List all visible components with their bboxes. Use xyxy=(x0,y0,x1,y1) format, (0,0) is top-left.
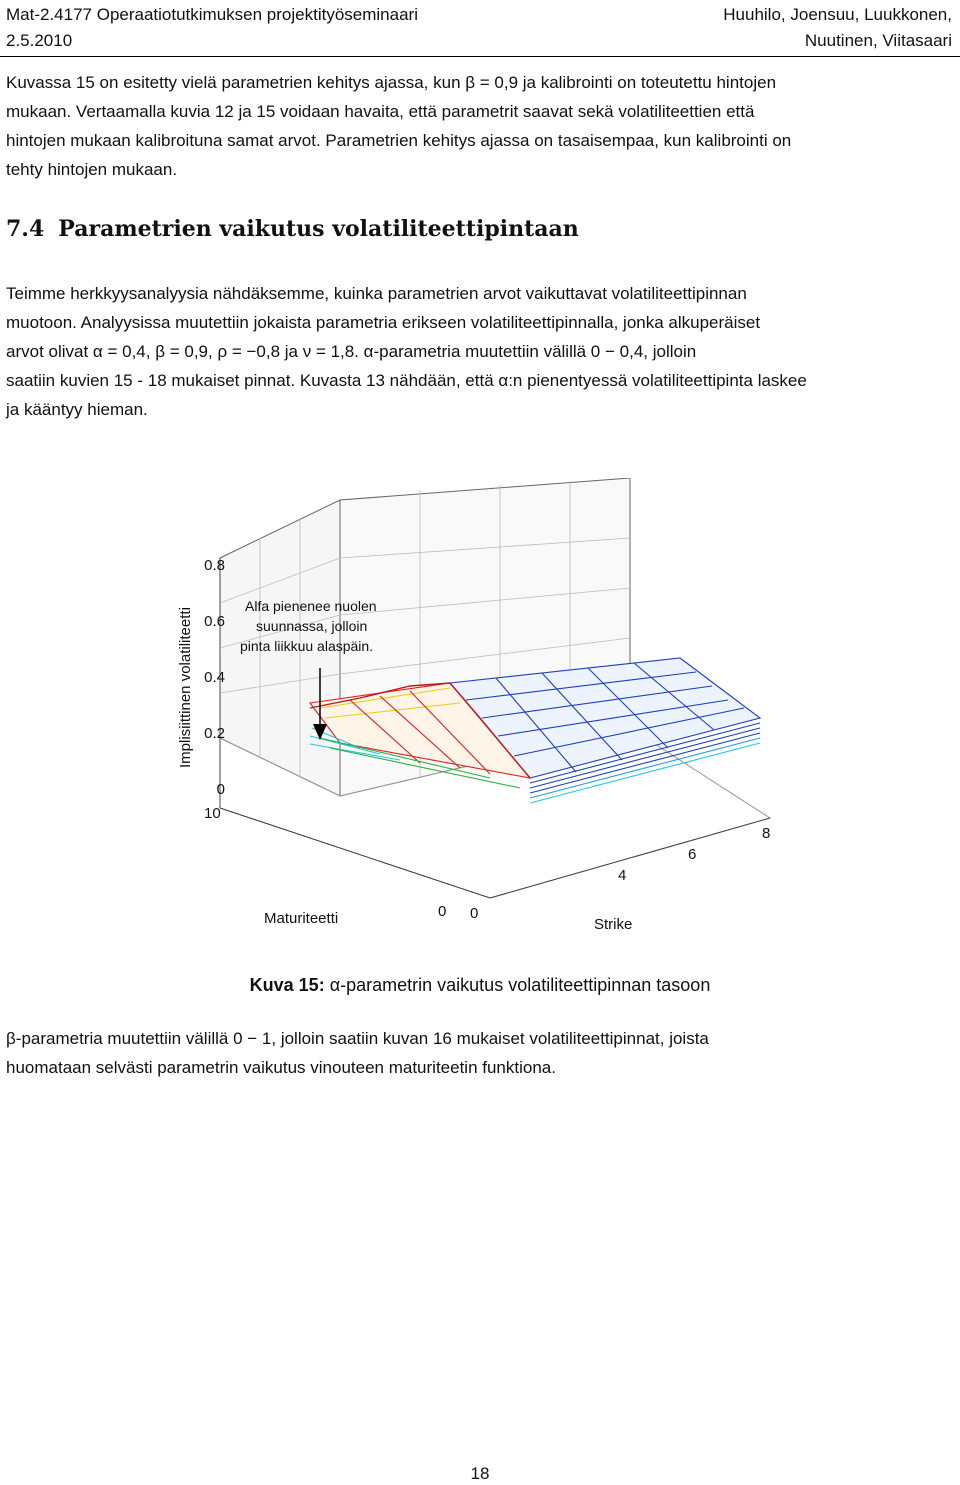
x-axis-label: Maturiteetti xyxy=(264,910,339,927)
paragraph-intro xyxy=(6,68,954,184)
z-tick-label: 0.6 xyxy=(204,613,225,630)
caption-text: α-parametrin vaikutus volatiliteettipinnan tasoon xyxy=(329,975,711,995)
section-number: 7.4 xyxy=(6,216,45,242)
z-axis-label: Implisiittinen volatiliteetti xyxy=(177,607,194,768)
paragraph-beta xyxy=(6,1024,954,1082)
text-line: tehty hintojen mukaan. xyxy=(6,160,178,179)
text-line: hintojen mukaan kalibroituna samat arvot. Parametrien kehitys ajassa on tasaisempaa, kun kalibrointi on xyxy=(6,131,792,150)
authors-line-1: Huuhilo, Joensuu, Luukkonen, xyxy=(723,5,952,24)
text-line: saatiin kuvien 15 - 18 mukaiset pinnat. Kuvasta 13 nähdään, että α:n pienentyessä volatiliteettipinta laskee xyxy=(6,371,807,390)
text-line: huomataan selvästi parametrin vaikutus vinouteen maturiteetin funktiona. xyxy=(6,1058,556,1077)
section-title: Parametrien vaikutus volatiliteettipintaan xyxy=(58,216,579,242)
figure-caption xyxy=(0,975,960,996)
text-line: Teimme herkkyysanalyysia nähdäksemme, kuinka parametrien arvot vaikuttavat volatiliteettipinnan xyxy=(6,284,747,303)
authors-line-2: Nuutinen, Viitasaari xyxy=(804,31,952,50)
header-rule xyxy=(0,56,960,57)
z-tick-label: 0.2 xyxy=(204,725,225,742)
z-tick-label: 0 xyxy=(216,781,225,798)
z-tick-label: 0.8 xyxy=(204,557,225,574)
z-tick-label: 0.4 xyxy=(204,669,225,686)
page-number: 18 xyxy=(470,1464,490,1483)
header-date: 2.5.2010 xyxy=(6,31,73,50)
annotation-line-1: Alfa pienenee nuolen xyxy=(245,598,377,614)
volatility-surface-figure xyxy=(160,478,800,948)
text-line: ja kääntyy hieman. xyxy=(6,400,148,419)
text-line: muotoon. Analyysissa muutettiin jokaista parametria erikseen volatiliteettipinnalla, jonka alkuperäiset xyxy=(6,313,761,332)
strike-tick-label: 8 xyxy=(762,825,771,842)
running-header-right xyxy=(723,2,952,54)
strike-tick-label: 0 xyxy=(470,905,479,922)
strike-tick-label: 4 xyxy=(618,867,627,884)
maturity-tick-label: 0 xyxy=(438,903,447,920)
text-line: mukaan. Vertaamalla kuvia 12 ja 15 voidaan havaita, että parametrit saavat sekä volatiliteettien että xyxy=(6,102,755,121)
caption-label: Kuva 15: xyxy=(249,975,325,995)
maturity-tick-label: 10 xyxy=(204,805,221,822)
text-line: β-parametria muutettiin välillä 0 − 1, jolloin saatiin kuvan 16 mukaiset volatiliteettipinnat, joista xyxy=(6,1029,709,1048)
strike-tick-label: 6 xyxy=(688,846,697,863)
running-header-left xyxy=(6,2,418,54)
section-heading xyxy=(6,216,579,242)
text-line: Kuvassa 15 on esitetty vielä parametrien kehitys ajassa, kun β = 0,9 ja kalibrointi on toteutettu hintojen xyxy=(6,73,777,92)
course-title: Mat-2.4177 Operaatiotutkimuksen projektityöseminaari xyxy=(6,5,418,24)
text-line: arvot olivat α = 0,4, β = 0,9, ρ = −0,8 ja ν = 1,8. α-parametria muutettiin välillä 0 − 0,4, jolloin xyxy=(6,342,697,361)
annotation-line-3: pinta liikkuu alaspäin. xyxy=(240,638,374,654)
paragraph-analysis xyxy=(6,279,954,424)
annotation-line-2: suunnassa, jolloin xyxy=(256,618,368,634)
y-axis-label: Strike xyxy=(594,916,633,933)
